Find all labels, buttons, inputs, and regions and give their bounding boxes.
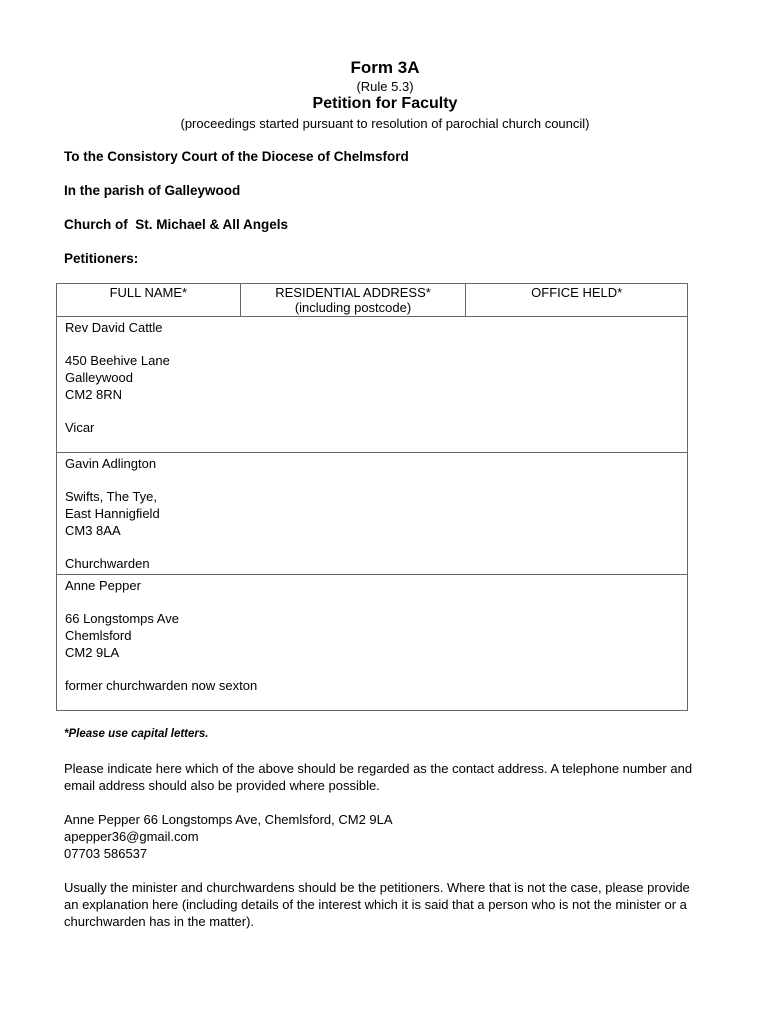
address-header-label: RESIDENTIAL ADDRESS* xyxy=(275,285,431,300)
page-title: Petition for Faculty xyxy=(312,95,458,112)
church-line: Church of St. Michael & All Angels xyxy=(64,217,289,232)
proceedings-note: (proceedings started pursuant to resolution of parochial church council) xyxy=(180,116,590,131)
full-name-header: FULL NAME* xyxy=(57,284,241,317)
petitioner-name: Rev David Cattle xyxy=(65,320,163,335)
contact-details xyxy=(64,811,704,862)
court-line: To the Consistory Court of the Diocese of Chelmsford xyxy=(64,149,409,164)
form-number: Form 3A xyxy=(350,58,420,77)
contact-address: Anne Pepper 66 Longstomps Ave, Chemlsford, CM2 9LA xyxy=(64,812,393,827)
petitioner-explanation: Usually the minister and churchwardens should be the petitioners. Where that is not the case, please provide an explanation here (including details of the interest which it is said that a person who is not the minister or a churchwarden has in the matter). xyxy=(64,880,690,929)
contact-phone: 07703 586537 xyxy=(64,846,148,861)
petitioner-address-line: 450 Beehive Lane xyxy=(65,353,170,368)
petitioner-postcode: CM3 8AA xyxy=(65,523,121,538)
petitioner-postcode: CM2 9LA xyxy=(65,645,120,660)
table-row xyxy=(57,317,688,453)
petitioner-address-line: Chemlsford xyxy=(65,628,132,643)
address-header-sub: (including postcode) xyxy=(294,300,412,315)
petitioner-address-line: Swifts, The Tye, xyxy=(65,489,158,504)
petitioners-label: Petitioners: xyxy=(64,251,139,266)
petitioner-office: former churchwarden now sexton xyxy=(65,678,258,693)
petitioner-address-line: 66 Longstomps Ave xyxy=(65,611,179,626)
capital-letters-note: *Please use capital letters. xyxy=(64,728,209,740)
address-header xyxy=(240,284,466,317)
petitioner-cell-3 xyxy=(57,575,688,711)
petitioner-office: Churchwarden xyxy=(65,556,150,571)
table-header-row xyxy=(57,284,688,317)
petitioner-address-line: Galleywood xyxy=(65,370,133,385)
contact-instruction: Please indicate here which of the above should be regarded as the contact address. A telephone number and email address should also be provided where possible. xyxy=(64,761,693,793)
petitioner-cell-1 xyxy=(57,317,688,453)
rule-reference: (Rule 5.3) xyxy=(356,79,414,94)
contact-email: apepper36@gmail.com xyxy=(64,829,199,844)
petitioner-address-line: East Hannigfield xyxy=(65,506,160,521)
petitioners-table xyxy=(56,283,688,711)
petitioner-name: Anne Pepper xyxy=(65,578,141,593)
table-row xyxy=(57,453,688,575)
petitioner-office: Vicar xyxy=(65,420,95,435)
petitioner-postcode: CM2 8RN xyxy=(65,387,123,402)
parish-line: In the parish of Galleywood xyxy=(64,183,241,198)
table-row xyxy=(57,575,688,711)
petitioner-name: Gavin Adlington xyxy=(65,456,157,471)
petitioner-cell-2 xyxy=(57,453,688,575)
office-header: OFFICE HELD* xyxy=(466,284,688,317)
